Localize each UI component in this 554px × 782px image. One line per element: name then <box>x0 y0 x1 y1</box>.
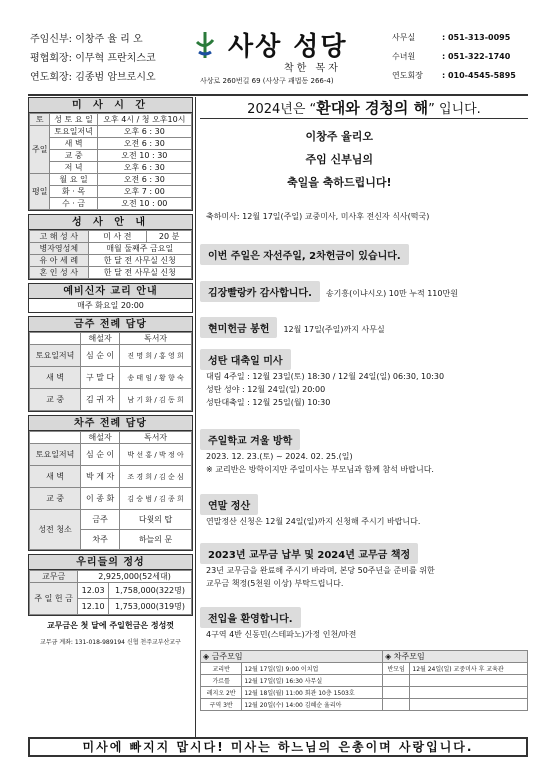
yeondo-label: 연도회장 <box>392 71 423 80</box>
parish-name: 사상 성당 <box>228 32 348 62</box>
text-cell: 우리들의 정성 <box>29 555 192 570</box>
text-cell: 오후 7 : 00 <box>97 186 191 198</box>
this-week-liturgy <box>28 316 193 412</box>
text-cell: 주일 <box>30 126 50 174</box>
catechumen-info <box>28 283 193 313</box>
text-cell: 교 중 <box>50 150 97 162</box>
text-cell: 구역 3반 <box>201 699 242 711</box>
text-cell: 한 달 전 사무실 신청 <box>88 267 191 279</box>
offerings <box>28 554 193 616</box>
text-cell: 교 중 <box>30 488 81 510</box>
text-cell: 성 토 요 일 <box>50 114 97 126</box>
text-cell: ◈ 금주모임 <box>201 651 383 663</box>
text-cell: 2023년 교무금 납부 및 2024년 교무금 책정 <box>200 543 418 564</box>
text-cell: ” 입니다. <box>428 102 481 117</box>
text-cell: 교무금 책정(5천원 이상) 부탁드립니다. <box>206 579 344 588</box>
text-cell: 4구역 4반 신동민(스테파노)가정 인천/마전 <box>206 630 357 639</box>
text-cell: 12월 20일(수) 14:00 김혜순 율리아 <box>242 699 383 711</box>
text-cell: 심 순 이 <box>81 444 120 466</box>
text-cell: 해설자 <box>81 333 120 345</box>
text-cell: 20 분 <box>147 231 192 243</box>
text-cell: 연말 정산 <box>200 494 258 515</box>
left-column <box>28 97 193 646</box>
text-cell: 현미헌금 봉헌 <box>200 317 277 338</box>
text-cell: 화 · 목 <box>50 186 97 198</box>
text-cell: 1,753,000(319명) <box>109 599 192 615</box>
text-cell: 반모임 <box>383 663 410 675</box>
text-cell: 축일을 축하드립니다! <box>287 176 392 189</box>
church-logo-icon <box>193 30 217 60</box>
column-divider <box>195 97 196 737</box>
text-cell: 심 순 이 <box>81 345 120 367</box>
text-cell: 연말정산 신청은 12월 24일(일)까지 신청해 주시기 바랍니다. <box>206 517 421 526</box>
text-cell: 교리반 <box>201 663 242 675</box>
text-cell: 김 승 범 / 김 종 희 <box>120 488 192 510</box>
text-cell: 금주 <box>81 510 120 530</box>
office-label: 사무실 <box>392 33 416 42</box>
feast-greeting <box>287 125 391 194</box>
text-cell: 다윗의 탑 <box>120 510 192 530</box>
text-cell: ※ 교리반은 방학이지만 주일미사는 부모님과 함께 참석 바랍니다. <box>206 465 434 474</box>
text-cell: 새 벽 <box>30 466 81 488</box>
text-cell: 차주 전례 담당 <box>29 416 192 431</box>
kimchi-thanks <box>200 281 458 302</box>
text-cell: 독서자 <box>120 432 192 444</box>
text-cell: 평일 <box>30 174 50 210</box>
text-cell: 주 일 헌 금 <box>30 583 78 615</box>
text-cell: 오전 10 : 30 <box>97 150 191 162</box>
text-cell: 독서자 <box>120 333 192 345</box>
text-cell: 오전 6 : 30 <box>97 174 191 186</box>
text-cell: 성탄 성야 : 12월 24일(일) 20:00 <box>206 385 326 394</box>
nun-label: 수녀원 <box>392 52 416 61</box>
rice-offering <box>200 317 385 338</box>
text-cell: 유 아 세 례 <box>30 255 89 267</box>
text-cell: 2023. 12. 23.(토) ~ 2024. 02. 25.(일) <box>206 452 353 461</box>
text-cell: 대림 4주일 : 12월 23일(토) 18:30 / 12월 24일(일) 06:30, 10:30 <box>206 372 445 381</box>
text-cell: 김 귀 자 <box>81 389 120 411</box>
text-cell: 23년 교무금을 완료해 주시기 바라며, 본당 50주년을 준비를 위한 <box>206 566 435 575</box>
mass-times <box>28 97 193 211</box>
text-cell: 차주 <box>81 530 120 550</box>
text-cell: 새 벽 <box>30 367 81 389</box>
contacts <box>392 28 516 85</box>
right-column <box>200 97 528 639</box>
text-cell: 토요일저녁 <box>30 345 81 367</box>
winter-break <box>200 429 434 476</box>
text-cell: 송 태 임 / 황 향 숙 <box>120 367 192 389</box>
text-cell: 김장빨랑카 감사합니다. <box>200 281 320 302</box>
text-cell: 남 기 화 / 김 동 희 <box>120 389 192 411</box>
text-cell: 새 벽 <box>50 138 97 150</box>
offering-note: 교무금은 첫 달에 주일헌금은 정성껏 <box>46 621 175 630</box>
header <box>0 0 554 95</box>
text-cell: 교 중 <box>30 389 81 411</box>
year-banner <box>200 97 528 119</box>
mass-title: 미 사 시 간 <box>29 98 192 113</box>
sacrament-info <box>28 214 193 280</box>
parish-dues <box>200 543 435 590</box>
text-cell: 성탄대축일 : 12월 25일(월) 10:30 <box>206 398 331 407</box>
text-cell: 토 <box>30 114 50 126</box>
text-cell: 박 게 자 <box>81 466 120 488</box>
charity-sunday <box>200 244 409 265</box>
text-cell: 12.03 <box>78 583 109 599</box>
text-cell: 12월 17일(일) 9:00 이치업 <box>242 663 383 675</box>
parish-address: 사상로 260번길 69 (사상구 괘법동 266-4) <box>200 77 334 85</box>
text-cell: 교무금 <box>30 571 78 583</box>
text-cell: 병자영성체 <box>30 243 89 255</box>
text-cell: 12월 24일(일) 교중미사 후 교육관 <box>410 663 528 675</box>
text-cell: 매주 화요일 20:00 <box>77 301 144 310</box>
text-cell: 12월 17일(일) 16:30 사무실 <box>242 675 383 687</box>
text-cell: 금주 전례 담당 <box>29 317 192 332</box>
text-cell: 오후 6 : 30 <box>97 162 191 174</box>
text-cell: 수 · 금 <box>50 198 97 210</box>
text-cell: 이 종 화 <box>81 488 120 510</box>
text-cell: 진 명 희 / 홍 영 희 <box>120 345 192 367</box>
yeondo-phone: : 010-4545-5895 <box>442 71 516 80</box>
year-end-tax <box>200 494 420 528</box>
text-cell: ◈ 차주모임 <box>383 651 528 663</box>
text-cell: 성탄 대축일 미사 <box>200 349 291 370</box>
text-cell: 토요일저녁 <box>30 444 81 466</box>
footer-slogan: 미사에 빠지지 맙시다! 미사는 하느님의 은총이며 사랑입니다. <box>28 737 528 757</box>
meetings-table <box>200 650 528 711</box>
text-cell: 성 사 안 내 <box>29 215 192 230</box>
text-cell: 이창주 율리오 <box>305 130 374 143</box>
text-cell: 월 요 일 <box>50 174 97 186</box>
text-cell: 하늘의 문 <box>120 530 192 550</box>
text-cell: 12월 18일(월) 11:00 회관 10층 1503호 <box>242 687 383 699</box>
text-cell: 성전 청소 <box>30 510 81 550</box>
text-cell: 오전 10 : 00 <box>97 198 191 210</box>
text-cell: 2024년은 “ <box>247 102 317 117</box>
text-cell: 저 녁 <box>50 162 97 174</box>
text-cell: 오후 4시 / 청 오후10시 <box>97 114 191 126</box>
welcome <box>200 607 356 641</box>
text-cell: 해설자 <box>81 432 120 444</box>
text-cell: 주일학교 겨울 방학 <box>200 429 300 450</box>
parish-motto: 착한 목자 <box>284 63 341 74</box>
leaders <box>30 30 156 87</box>
text-cell: 한 달 전 사무실 신청 <box>88 255 191 267</box>
text-cell: 환대와 경청의 해 <box>316 99 429 117</box>
feast-mass: 축하미사: 12월 17일(주일) 교중미사, 미사후 전신자 식사(떡국) <box>206 212 430 221</box>
text-cell: 주임 신부님의 <box>305 153 374 166</box>
text-cell: 가르틀 <box>201 675 242 687</box>
text-cell: 전입을 환영합니다. <box>200 607 301 628</box>
christmas-mass <box>200 349 444 409</box>
text-cell: 토요일저녁 <box>50 126 97 138</box>
text-cell: 박 선 홍 / 박 정 아 <box>120 444 192 466</box>
council-president: 평협회장: 이무혁 프란치스코 <box>30 53 156 64</box>
text-cell: 송기흥(이냐시오) 10만 누적 110만원 <box>325 289 458 298</box>
text-cell: 12월 17일(주일)까지 사무실 <box>283 325 385 334</box>
text-cell: 오후 6 : 30 <box>97 126 191 138</box>
account-info: 교무금 계좌: 131-018-989194 신협 천주교부산교구 <box>40 639 181 646</box>
yeondo-president: 연도회장: 김종범 암브로시오 <box>30 72 156 83</box>
text-cell: 이번 주일은 자선주일, 2차헌금이 있습니다. <box>200 244 409 265</box>
text-cell: 구 말 다 <box>81 367 120 389</box>
text-cell: 조 경 희 / 김 순 심 <box>120 466 192 488</box>
text-cell: 매월 둘째주 금요일 <box>88 243 191 255</box>
text-cell: 고 해 성 사 <box>30 231 89 243</box>
text-cell: 12.10 <box>78 599 109 615</box>
text-cell: 1,758,000(322명) <box>109 583 192 599</box>
header-divider <box>28 94 528 96</box>
text-cell: 예비신자 교리 안내 <box>29 284 192 299</box>
pastor: 주임신부: 이창주 율 리 오 <box>30 34 143 45</box>
next-week-liturgy <box>28 415 193 551</box>
text-cell: 혼 인 성 사 <box>30 267 89 279</box>
text-cell: 2,925,000(52세대) <box>78 571 192 583</box>
text-cell: 레지오 2반 <box>201 687 242 699</box>
office-phone: : 051-313-0095 <box>442 33 511 42</box>
nun-phone: : 051-322-1740 <box>442 52 511 61</box>
text-cell: 오전 6 : 30 <box>97 138 191 150</box>
text-cell: 미 사 전 <box>88 231 147 243</box>
